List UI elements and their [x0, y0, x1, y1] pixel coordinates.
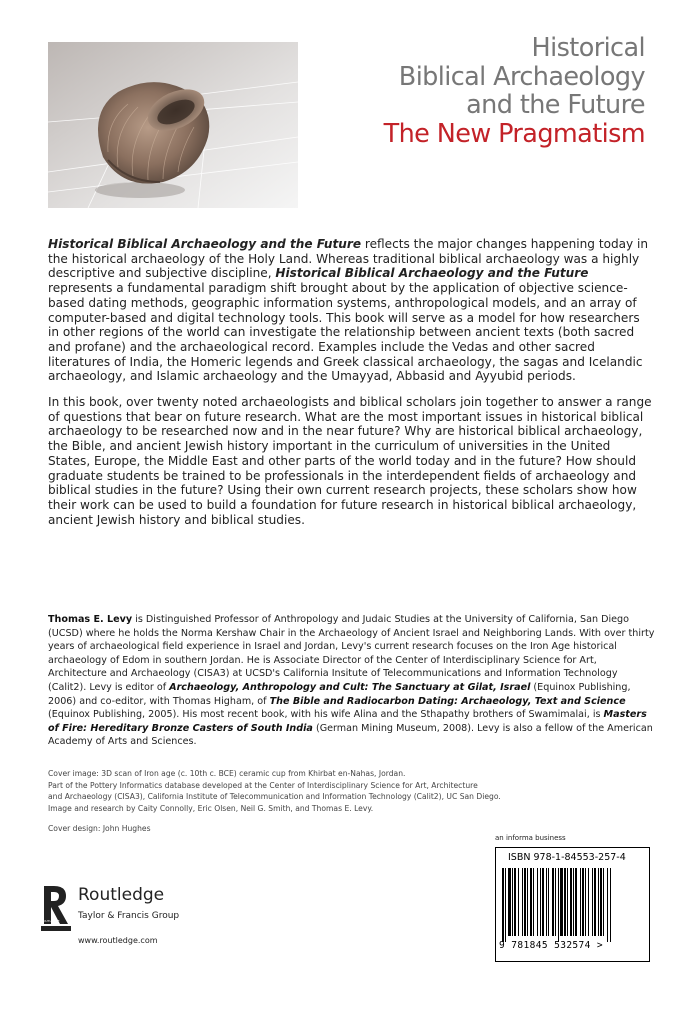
barcode-bar — [518, 868, 519, 936]
barcode-bar — [603, 868, 604, 936]
credit-line: Image and research by Caity Connolly, Eric Olsen, Neil G. Smith, and Thomas E. Levy. — [48, 803, 374, 813]
barcode-bar — [522, 868, 523, 936]
barcode-digits: 9 781845 532574 > — [499, 940, 604, 951]
barcode-bar — [573, 868, 574, 936]
svg-text:ROUTLEDGE: ROUTLEDGE — [41, 919, 60, 923]
barcode-bar — [580, 868, 581, 936]
title-line: Biblical Archaeology — [398, 61, 645, 92]
barcode-bar — [570, 868, 572, 936]
barcode-block — [495, 834, 650, 964]
credit-line: and Archaeology (CISA3), California Institute of Telecommunication and Information Technology (Calit2), UC San Diego. — [48, 792, 501, 801]
title-line: Historical — [531, 33, 645, 63]
barcode-bar — [552, 868, 554, 936]
barcode-bar — [524, 868, 526, 936]
barcode-bar — [555, 868, 556, 936]
barcode-bar — [585, 868, 586, 936]
cover-design-credit: Cover design: John Hughes — [48, 824, 151, 833]
barcode-bar — [512, 868, 513, 936]
informa-tagline: an informa business — [495, 834, 566, 842]
barcode-bar — [527, 868, 528, 936]
barcode-bar — [540, 868, 541, 936]
barcode-bar — [502, 868, 504, 942]
barcode-bar — [598, 868, 599, 936]
image-credits — [48, 768, 608, 835]
isbn-number: ISBN 978-1-84553-257-4 — [508, 852, 626, 863]
book-title-italic: Historical Biblical Archaeology and the Future — [275, 266, 589, 281]
barcode-bar — [546, 868, 547, 936]
description-paragraph: Historical Biblical Archaeology and the Future reflects the major changes happening today in the historical archaeology of the Holy Land. Whereas traditional biblical archaeology was a highly descriptive and subjective discipline, Historical Biblical Archaeology and the Future represents a fundamental paradigm shift brought about by the application of objective science-based dating methods, geographic information systems, anthropological models, and an array of computer-based and digital technology tools. This book will serve as a model for how researchers in other regions of the world can investigate the relationship between ancient texts (both sacred and profane) and the archaeological record. Examples include the Vedas and other sacred literatures of India, the Homeric legends and Greek classical archaeology, the sagas and Icelandic archaeology, and Islamic archaeology and the Umayyad, Abbasid and Ayyubid periods. — [48, 237, 649, 384]
barcode-bar — [558, 868, 559, 942]
author-name: Thomas E. Levy — [48, 614, 133, 625]
barcode-bar — [600, 868, 602, 936]
barcode-bar — [575, 868, 577, 936]
barcode-bar — [607, 868, 608, 942]
barcode-bar — [588, 868, 589, 936]
credit-line: Part of the Pottery Informatics database developed at the Center of Interdisciplinary Science for Art, Architecture — [48, 780, 478, 790]
description-paragraph: In this book, over twenty noted archaeologists and biblical scholars join together to answer a range of questions that bear on future research. What are the most important issues in historical biblical archaeology to be researched now and in the near future? Why are historical biblical archaeology, the Bible, and ancient Jewish history important in the curriculum of universities in the United States, Europe, the Middle East and other parts of the world today and in the future? How should graduate students be trained to be professionals in the interdependent fields of archaeology and biblical studies in the future? Using their own current research projects, these scholars show how their work can be used to build a foundation for future research in historical biblical archaeology, ancient Jewish history and biblical studies. — [48, 395, 652, 527]
subtitle: The New Pragmatism — [383, 118, 645, 149]
cup-scan-image — [48, 42, 298, 208]
barcode-bar — [564, 868, 566, 936]
publisher-name: Routledge — [78, 885, 165, 905]
publisher-url[interactable]: www.routledge.com — [78, 936, 158, 945]
barcode-bar — [505, 868, 506, 942]
publisher-group: Taylor & Francis Group — [78, 911, 180, 921]
author-bio: Thomas E. Levy is Distinguished Professor of Anthropology and Judaic Studies at the University of California, San Diego (UCSD) where he holds the Norma Kershaw Chair in the Archaeology of Ancient Israel and Neighboring Lands. With over thirty years of archaeological field experience in Israel and Jordan, Levy's current research focuses on the Iron Age historical archaeology of Edom in southern Jordan. He is Associate Director of the Center of Interdisciplinary Science for Art, Architecture and Archaeology (CISA3) at UCSD's California Insitute of Telecommunications and Information Technology (Calit2). Levy is editor of Archaeology, Anthropology and Cult: The Sanctuary at Gilat, Israel (Equinox Publishing, 2006) and co-editor, with Thomas Higham, of The Bible and Radiocarbon Dating: Archaeology, Text and Science (Equinox Publishing, 2005). His most recent book, with his wife Alina and the Sthapathy brothers of Swamimalai, is Masters of Fire: Hereditary Bronze Casters of South India (German Mining Museum, 2008). Levy is also a fellow of the American Academy of Arts and Sciences. — [48, 614, 655, 748]
barcode-bar — [542, 868, 544, 936]
book-description — [48, 237, 652, 538]
title-line: and the Future — [466, 90, 645, 120]
barcode-bar — [567, 868, 568, 936]
publisher-block — [40, 884, 250, 954]
barcode-bar — [594, 868, 596, 936]
barcode-bars — [500, 868, 645, 942]
barcode-bar — [548, 868, 549, 936]
barcode-bar — [533, 868, 534, 936]
barcode-bar — [592, 868, 593, 936]
barcode-frame — [495, 847, 650, 962]
barcode-bar — [582, 868, 584, 936]
barcode-bar — [560, 868, 563, 936]
title-block — [384, 34, 645, 148]
barcode-bar — [514, 868, 516, 936]
barcode-bar — [537, 868, 538, 936]
barcode-bar — [508, 868, 511, 936]
credit-line: Cover image: 3D scan of Iron age (c. 10th c. BCE) ceramic cup from Khirbat en-Nahas, Jordan. — [48, 769, 406, 778]
routledge-logo-icon — [40, 884, 72, 932]
barcode-bar — [610, 868, 611, 942]
book-title-italic: Historical Biblical Archaeology and the Future — [48, 237, 362, 251]
barcode-bar — [530, 868, 532, 936]
